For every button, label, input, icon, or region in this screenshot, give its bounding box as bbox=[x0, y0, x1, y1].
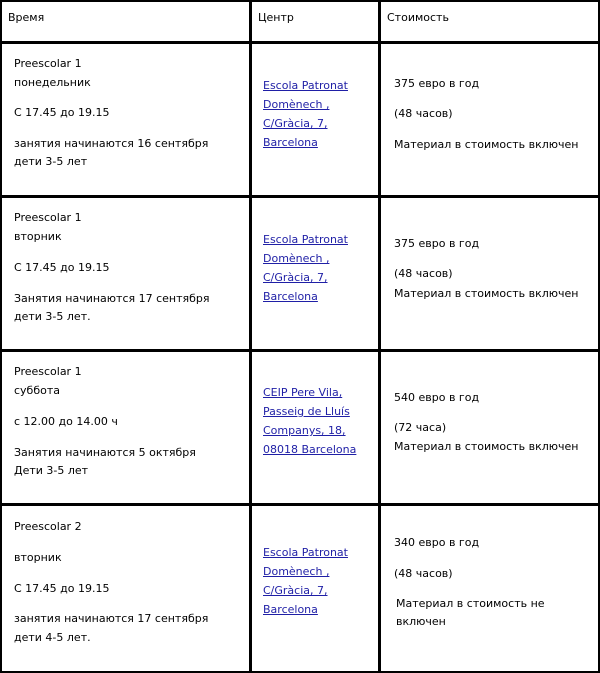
material-note: Материал в стоимость не bbox=[396, 597, 545, 610]
weekday: суббота bbox=[14, 384, 61, 397]
weekday: понедельник bbox=[14, 76, 91, 89]
price: 375 евро в год bbox=[394, 77, 480, 90]
table-row-2-center bbox=[251, 197, 379, 350]
table-row-1-center bbox=[251, 43, 379, 196]
price: 340 евро в год bbox=[394, 536, 480, 549]
course-name: Preescolar 1 bbox=[14, 211, 82, 224]
header-cell-time bbox=[1, 1, 250, 42]
center-link-line[interactable]: Barcelona bbox=[263, 136, 318, 149]
material-note: Материал в стоимость включен bbox=[394, 440, 579, 453]
age-group: дети 4-5 лет. bbox=[14, 631, 91, 644]
center-link-line[interactable]: Companys, 18, bbox=[263, 424, 346, 437]
center-link-line[interactable]: Barcelona bbox=[263, 603, 318, 616]
table-row-4-cost bbox=[380, 505, 599, 672]
center-link-line[interactable]: Barcelona bbox=[263, 290, 318, 303]
course-name: Preescolar 2 bbox=[14, 520, 82, 533]
center-link-line[interactable]: CEIP Pere Vila, bbox=[263, 386, 343, 399]
header-cell-cost bbox=[380, 1, 599, 42]
material-note: Материал в стоимость включен bbox=[394, 287, 579, 300]
header-time-label: Время bbox=[8, 11, 45, 24]
total-hours: (48 часов) bbox=[394, 107, 453, 120]
class-hours: С 17.45 до 19.15 bbox=[14, 106, 110, 119]
center-link-line[interactable]: Domènech , bbox=[263, 252, 330, 265]
center-link-line[interactable]: C/Gràcia, 7, bbox=[263, 271, 328, 284]
center-link-line[interactable]: 08018 Barcelona bbox=[263, 443, 357, 456]
price: 540 евро в год bbox=[394, 391, 480, 404]
header-cost-label: Стоимость bbox=[387, 11, 449, 24]
weekday: вторник bbox=[14, 230, 62, 243]
center-link-line[interactable]: C/Gràcia, 7, bbox=[263, 117, 328, 130]
weekday: вторник bbox=[14, 551, 62, 564]
material-note: включен bbox=[396, 615, 446, 628]
age-group: дети 3-5 лет bbox=[14, 155, 88, 168]
age-group: дети 3-5 лет. bbox=[14, 310, 91, 323]
center-link-line[interactable]: Escola Patronat bbox=[263, 79, 348, 92]
header-center-label: Центр bbox=[258, 11, 294, 24]
start-date: занятия начинаются 17 сентября bbox=[14, 612, 209, 625]
total-hours: (48 часов) bbox=[394, 567, 453, 580]
start-date: Занятия начинаются 17 сентября bbox=[14, 292, 210, 305]
table-row-1-time bbox=[1, 43, 250, 196]
course-name: Preescolar 1 bbox=[14, 365, 82, 378]
price: 375 евро в год bbox=[394, 237, 480, 250]
material-note: Материал в стоимость включен bbox=[394, 138, 579, 151]
class-hours: с 12.00 до 14.00 ч bbox=[14, 415, 118, 428]
class-hours: С 17.45 до 19.15 bbox=[14, 582, 110, 595]
total-hours: (48 часов) bbox=[394, 267, 453, 280]
center-link-line[interactable]: C/Gràcia, 7, bbox=[263, 584, 328, 597]
start-date: занятия начинаются 16 сентября bbox=[14, 137, 209, 150]
table-row-2-time bbox=[1, 197, 250, 350]
table-row-4-time bbox=[1, 505, 250, 672]
class-hours: С 17.45 до 19.15 bbox=[14, 261, 110, 274]
center-link-line[interactable]: Escola Patronat bbox=[263, 546, 348, 559]
header-cell-center bbox=[251, 1, 379, 42]
table-row-2-cost bbox=[380, 197, 599, 350]
center-link-line[interactable]: Escola Patronat bbox=[263, 233, 348, 246]
table-row-4-center bbox=[251, 505, 379, 672]
age-group: Дети 3-5 лет bbox=[14, 464, 89, 477]
center-link-line[interactable]: Passeig de Lluís bbox=[263, 405, 350, 418]
start-date: Занятия начинаются 5 октября bbox=[14, 446, 196, 459]
table-row-1-cost bbox=[380, 43, 599, 196]
table-row-3-cost bbox=[380, 351, 599, 504]
center-link-line[interactable]: Domènech , bbox=[263, 565, 330, 578]
center-link-line[interactable]: Domènech , bbox=[263, 98, 330, 111]
course-name: Preescolar 1 bbox=[14, 57, 82, 70]
total-hours: (72 часа) bbox=[394, 421, 447, 434]
table-row-3-center bbox=[251, 351, 379, 504]
table-row-3-time bbox=[1, 351, 250, 504]
